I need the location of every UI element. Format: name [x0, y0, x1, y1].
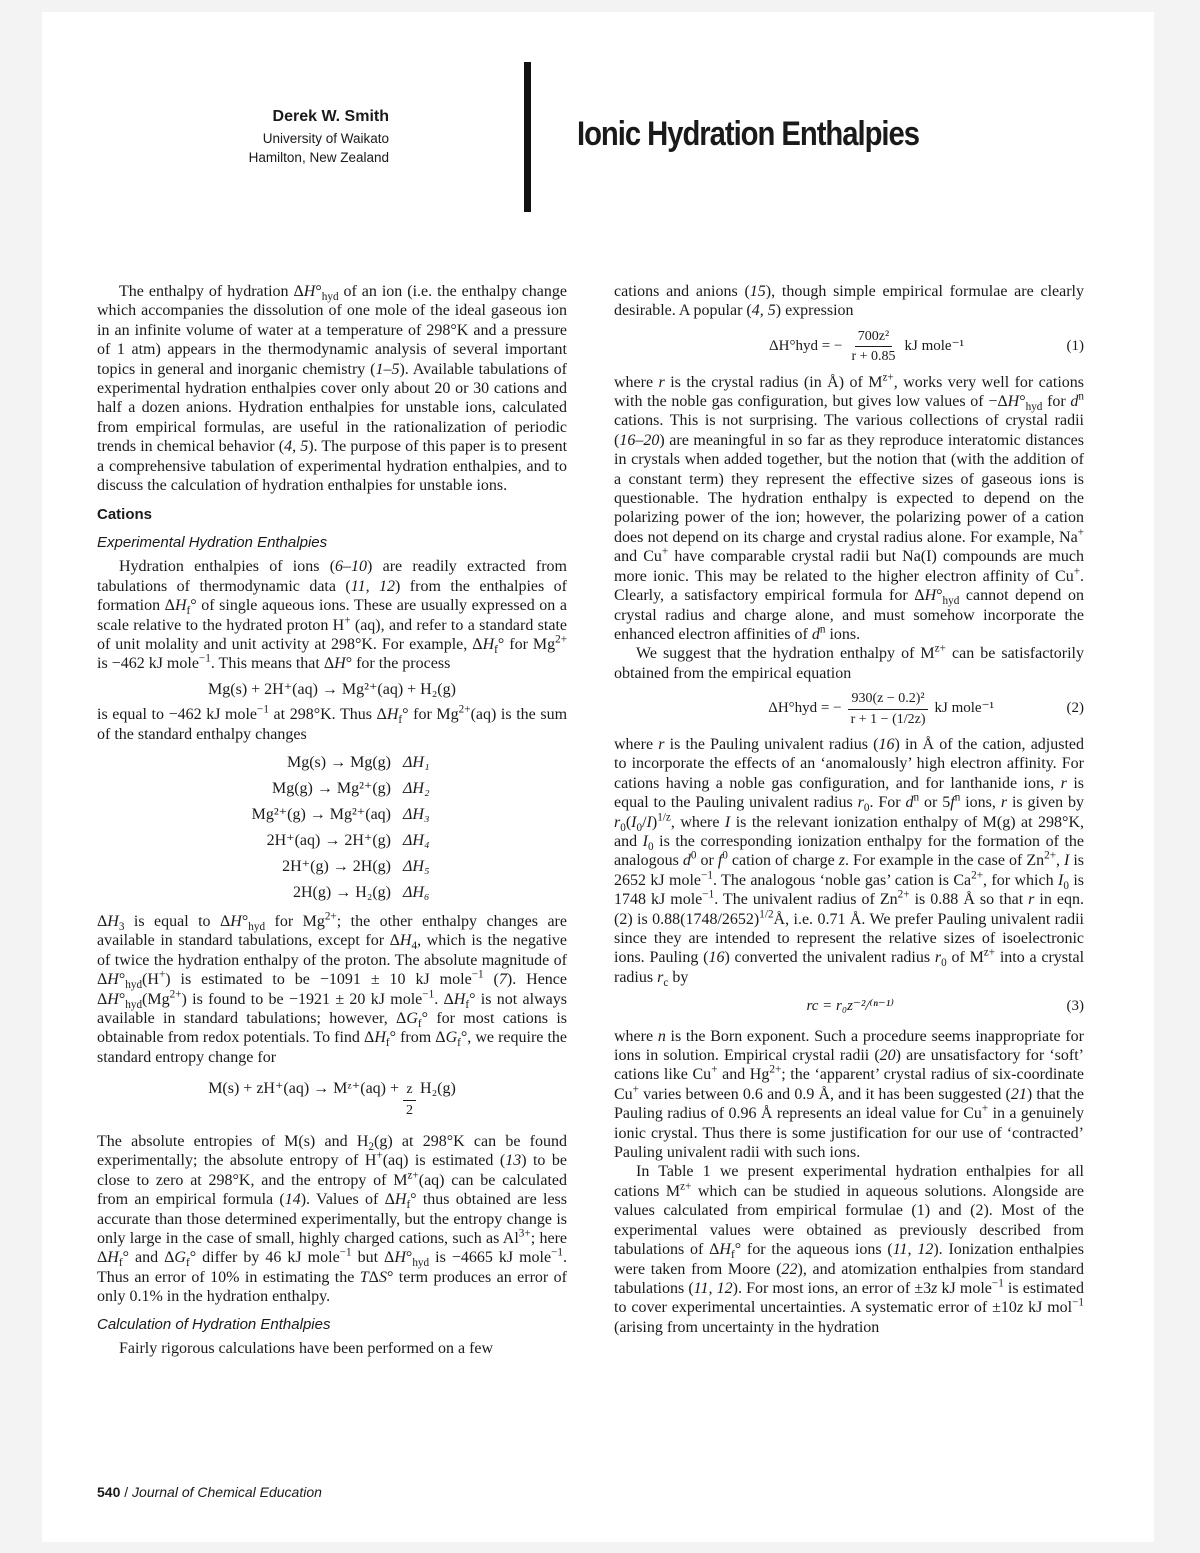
- enthalpy-step: [97, 828, 567, 854]
- table-intro-paragraph: In Table 1 we present experimental hydration enthalpies for all cations $M^{z+}$ which can be studied in aqueous solutions. Alongside are values calculated from empirical formulae (1) and (2). Most of the experimental values were obtained as previously described from tabulations of $\Delta H_f^\circ$ for the aqueous ions (11, 12). Ionization enthalpies were taken from Moore (22), and atomization enthalpies from standard tabulations (11, 12). For most ions, an error of ±3z kJ mole$^{-1}$ is estimated to cover experimental uncertainties. A systematic error of ±10z kJ mol$^{-1}$ (arising from uncertainty in the hydration: [614, 1163, 1085, 1336]
- entropy-equation-rhs: H₂(g): [416, 1080, 456, 1098]
- pauling-radius-paragraph: where r is the Pauling univalent radius (16) in Å of the cation, adjusted to incorporate the effects of an ‘anomalously’ high electron affinity. For cations having a noble gas configuration, and for lanthanide ions, r is equal to the Pauling univalent radius $r_0$. For $d^n$ or $5f^n$ ions, r is given by $r_0(I_0/I)^{1/z}$, where I is the relevant ionization enthalpy of M(g) at 298°K, and $I_0$ is the corresponding ionization enthalpy for the formation of the analogous $d^0$ or $f^0$ cation of charge z. For example in the case of $Zn^{2+}$, I is 2652 kJ mole$^{-1}$. The analogous ‘noble gas’ cation is $Ca^{2+}$, for which $I_0$ is 1748 kJ mole$^{-1}$. The univalent radius of $Zn^{2+}$ is 0.88 Å so that r in eqn. (2) is $0.88(1748/2652)^{1/2}Å$, i.e. 0.71 Å. We prefer Pauling univalent radii since they are intended to represent the relative sizes of isoelectronic ions. Pauling (16) converted the univalent radius $r_0$ of $M^{z+}$ into a crystal radius $r_c$ by: [614, 735, 1085, 989]
- eq1-lhs: ΔH°hyd = −: [769, 338, 843, 355]
- subsection-heading-calculation: Calculation of Hydration Enthalpies: [97, 1315, 331, 1333]
- eq1-unit: kJ mole⁻¹: [904, 338, 964, 355]
- equation-3: [614, 997, 1084, 1016]
- subsection-heading-experimental: Experimental Hydration Enthalpies: [97, 533, 328, 551]
- experimental-paragraph: Hydration enthalpies of ions (6–10) are readily extracted from tabulations of thermodynamic data (11, 12) from the enthalpies of formation $\Delta H_f^\circ$ of single aqueous ions. These are usually expressed on a scale relative to the hydrated proton H+ (aq), and refer to a standard state of unit molality and unit activity at 298°K. For example, $\Delta H_f^\circ$ for $Mg^{2+}$ is −462 kJ mole$^{-1}$. This means that ΔH° for the process: [97, 558, 568, 673]
- step-enthalpy: ΔH₆: [403, 884, 430, 902]
- half-z-fraction: $\frac{z}{2}$: [403, 1080, 416, 1120]
- step-reaction: 2H⁺(g) → 2H(g): [282, 858, 391, 876]
- right-column: [614, 282, 1084, 1337]
- journal-name: Journal of Chemical Education: [132, 1484, 322, 1500]
- step-reaction: Mg(g) → Mg²⁺(g): [271, 780, 391, 798]
- step-enthalpy: ΔH₃: [403, 806, 430, 824]
- equation-2: [614, 689, 1084, 729]
- author-block: [89, 108, 389, 167]
- entropy-paragraph: The absolute entropies of M(s) and $H_2(g)$ at 298°K can be found experimentally; the absolute entropy of H+(aq) is estimated (13) to be close to zero at 298°K, and the entropy of $M^{z+}(aq)$ can be calculated from an empirical formula (14). Values of $\Delta H_f^\circ$ thus obtained are less accurate than those determined experimentally, but the entropy change is only large in the case of small, highly charged cations, such as $Al^{3+}$; here $\Delta H_f^\circ$ and $\Delta G_f^\circ$ differ by 46 kJ mole$^{-1}$ but $\Delta H^\circ_{hyd}$ is −4665 kJ mole$^{-1}$. Thus an error of 10% in estimating the TΔS° term produces an error of only 0.1% in the hydration enthalpy.: [97, 1133, 568, 1306]
- intro-paragraph: The enthalpy of hydration $\Delta H^\circ_{hyd}$ of an ion (i.e. the enthalpy change which accompanies the dissolution of one mole of the ideal gaseous ion in an infinite volume of water at a temperature of 298°K and a pressure of 1 atm) appears in the thermodynamic analysis of several important topics in general and inorganic chemistry (1–5). Available tabulations of experimental hydration enthalpies cover only about 20 or 30 cations and half a dozen anions. Hydration enthalpies for unstable ions, calculated from empirical formulas, are useful in the rationalization of periodic trends in chemical behavior (4, 5). The purpose of this paper is to present a comprehensive tabulation of experimental hydration enthalpies, and to discuss the calculation of hydration enthalpies for unstable ions.: [97, 283, 568, 495]
- eq3-expression: rc = r₀z⁻²/⁽ⁿ⁻¹⁾: [806, 998, 894, 1015]
- enthalpy-step: [97, 880, 567, 906]
- enthalpy-step: [97, 854, 567, 880]
- crystal-radius-paragraph: where r is the crystal radius (in Å) of $M^{z+}$, works very well for cations with the noble gas configuration, but gives low values of $-\Delta H^\circ_{hyd}$ for $d^n$ cations. This is not surprising. The various collections of crystal radii (16–20) are meaningful in so far as they reproduce interatomic distances in crystals when added together, but the notion that (with the addition of a constant term) they represent the effective sizes of gaseous ions is questionable. The hydration enthalpy is expected to depend on the polarizing power of the ion; however, the polarizing power of a cation does not depend on its charge and crystal radius alone. For example, Na+ and Cu+ have comparable crystal radii but Na(I) compounds are much more ionic. This may be related to the higher electron affinity of Cu+. Clearly, a satisfactory empirical formula for $\Delta H^\circ_{hyd}$ cannot depend on crystal radius and charge alone, and must somehow incorporate the enhanced electron affinities of $d^n$ ions.: [614, 371, 1085, 643]
- eq2-denominator: r + 1 − (1/2z): [850, 711, 926, 727]
- eq2-unit: kJ mole⁻¹: [934, 700, 994, 717]
- sum-paragraph: is equal to −462 kJ mole$^{-1}$ at 298°K. Thus $\Delta H_f^\circ$ for $Mg^{2+}(aq)$ is the sum of the standard enthalpy changes: [97, 703, 568, 743]
- enthalpy-step: [97, 776, 567, 802]
- eq1-number: (1): [1066, 338, 1084, 355]
- eq2-lhs: ΔH°hyd = −: [768, 700, 842, 717]
- eq2-number: (2): [1066, 700, 1084, 717]
- page-footer: [97, 1484, 322, 1500]
- step-reaction: 2H⁺(aq) → 2H⁺(g): [266, 832, 391, 850]
- entropy-equation: [97, 1079, 567, 1120]
- eq1-denominator: r + 0.85: [851, 349, 896, 365]
- enthalpy-steps: [97, 750, 567, 906]
- calculation-paragraph: Fairly rigorous calculations have been performed on a few: [119, 1340, 494, 1358]
- eq1-numerator: 700z²: [855, 327, 892, 347]
- article-title: Ionic Hydration Enthalpies: [577, 115, 919, 153]
- affiliation-university: University of Waikato: [262, 131, 389, 146]
- step-reaction: Mg²⁺(g) → Mg²⁺(aq): [251, 806, 391, 824]
- equation-1: [614, 327, 1084, 367]
- step-enthalpy: ΔH₂: [403, 780, 430, 798]
- process-equation: Mg(s) + 2H⁺(aq) → Mg²⁺(aq) + H₂(g): [208, 680, 456, 698]
- step-reaction: Mg(s) → Mg(g): [287, 754, 391, 772]
- footer-separator: /: [120, 1484, 133, 1500]
- step-reaction: 2H(g) → H₂(g): [293, 884, 391, 902]
- eq2-numerator: 930(z − 0.2)²: [848, 689, 927, 709]
- enthalpy-step: [97, 750, 567, 776]
- step-enthalpy: ΔH₅: [403, 858, 430, 876]
- born-exponent-paragraph: where n is the Born exponent. Such a procedure seems inappropriate for ions in solution. Empirical crystal radii (20) are unsatisfactory for ‘soft’ cations like Cu+ and $Hg^{2+}$; the ‘apparent’ crystal radius of six-coordinate Cu+ varies between 0.6 and 0.9 Å, and it has been suggested (21) that the Pauling radius of 0.96 Å represents an ideal value for Cu+ in a genuinely ionic crystal. Thus there is some justification for our use of ‘contracted’ Pauling univalent radii with such ions.: [614, 1027, 1085, 1162]
- section-heading-cations: Cations: [97, 506, 153, 524]
- empirical-intro-paragraph: cations and anions (15), though simple empirical formulae are clearly desirable. A popular (4, 5) expression: [614, 283, 1084, 320]
- author-name: Derek W. Smith: [272, 108, 389, 125]
- suggestion-paragraph: We suggest that the hydration enthalpy of $M^{z+}$ can be satisfactorily obtained from the empirical equation: [614, 642, 1084, 682]
- affiliation-city: Hamilton, New Zealand: [248, 150, 389, 165]
- entropy-equation-lhs: M(s) + zH⁺(aq) → Mᶻ⁺(aq) +: [208, 1080, 404, 1098]
- step-enthalpy: ΔH₁: [403, 754, 430, 772]
- dh3-paragraph: $\Delta H_3$ is equal to $\Delta H^\circ_{hyd}$ for $Mg^{2+}$; the other enthalpy changes are available in standard tabulations, except for $\Delta H_4$, which is the negative of twice the hydration enthalpy of the proton. The absolute magnitude of $\Delta H^\circ_{hyd}(H^+)$ is estimated to be −1091 ± 10 kJ mole$^{-1}$ (7). Hence $\Delta H^\circ_{hyd}(Mg^{2+})$ is found to be −1921 ± 20 kJ mole$^{-1}$. $\Delta H_f^\circ$ is not always available in standard tabulations; however, $\Delta G_f^\circ$ for most cations is obtainable from redox potentials. To find $\Delta H_f^\circ$ from $\Delta G_f^\circ$, we require the standard entropy change for: [97, 910, 568, 1066]
- enthalpy-step: [97, 802, 567, 828]
- step-enthalpy: ΔH₄: [403, 832, 430, 850]
- page-number: 540: [97, 1484, 121, 1500]
- header-divider: [524, 62, 531, 212]
- left-column: [97, 282, 567, 1358]
- eq3-number: (3): [1066, 998, 1084, 1015]
